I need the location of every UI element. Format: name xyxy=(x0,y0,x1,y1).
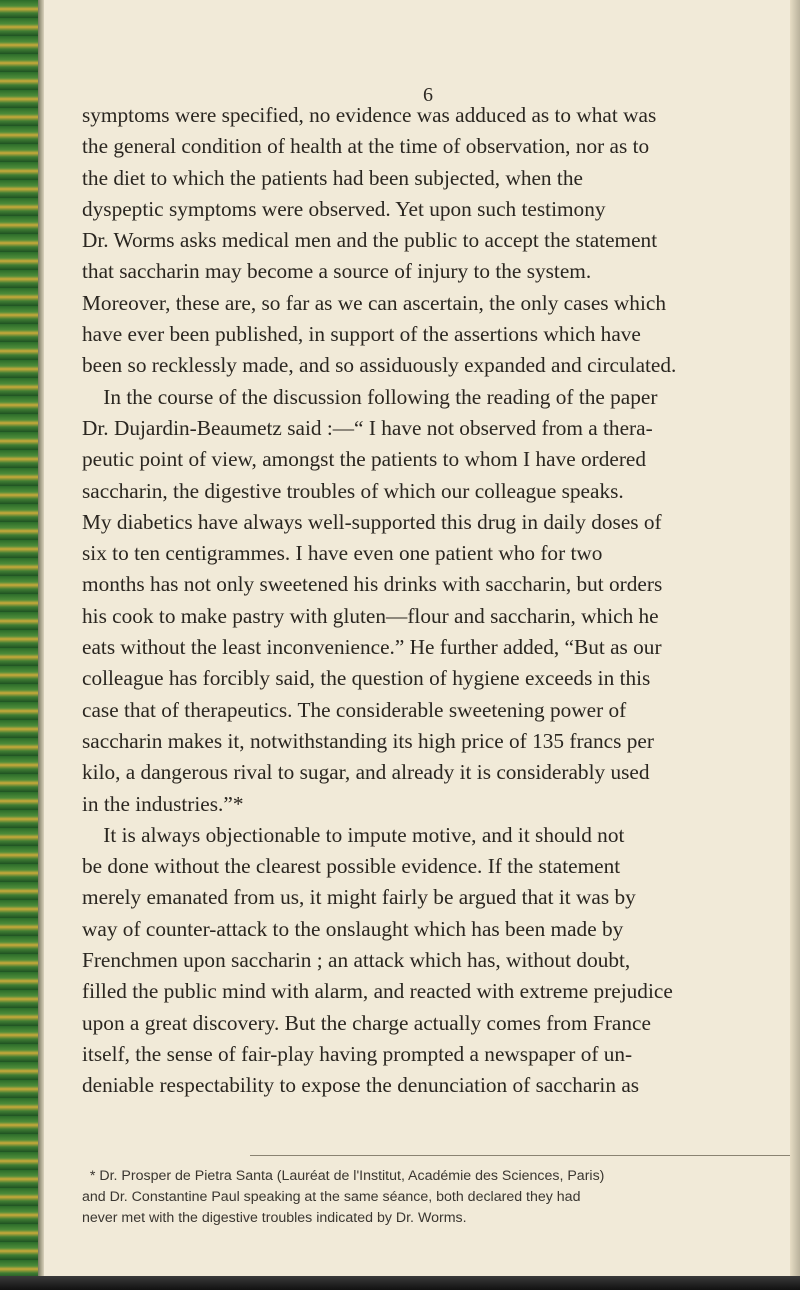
body-line: months has not only sweetened his drinks with saccharin, but orders xyxy=(82,572,663,597)
body-line: his cook to make pastry with gluten—flour and saccharin, which he xyxy=(82,603,659,628)
body-line: six to ten centigrammes. I have even one patient who for two xyxy=(82,541,603,566)
body-line: that saccharin may become a source of injury to the system. xyxy=(82,259,592,284)
body-line: eats without the least inconvenience.” He further added, “But as our xyxy=(82,635,662,660)
body-line: been so recklessly made, and so assiduously expanded and circulated. xyxy=(82,353,677,378)
body-line: symptoms were specified, no evidence was adduced as to what was xyxy=(82,103,657,127)
body-line: the diet to which the patients had been subjected, when the xyxy=(82,165,583,190)
page-number: 6 xyxy=(423,84,433,106)
body-line: My diabetics have always well-supported this drug in daily doses of xyxy=(82,509,662,534)
page-bottom-edge xyxy=(0,1276,800,1290)
body-line: upon a great discovery. But the charge actually comes from France xyxy=(82,1010,651,1035)
body-line: Dr. Dujardin-Beaumetz said :—“ I have not observed from a thera- xyxy=(82,415,653,440)
body-line: dyspeptic symptoms were observed. Yet upon such testimony xyxy=(82,196,606,221)
footnote-line: never met with the digestive troubles indicated by Dr. Worms. xyxy=(82,1210,467,1226)
body-line: Dr. Worms asks medical men and the public to accept the statement xyxy=(82,228,658,253)
body-line: filled the public mind with alarm, and reacted with extreme prejudice xyxy=(82,979,673,1004)
body-line: In the course of the discussion following the reading of the paper xyxy=(82,384,658,409)
body-line: have ever been published, in support of the assertions which have xyxy=(82,322,641,347)
body-line: kilo, a dangerous rival to sugar, and already it is considerably used xyxy=(82,760,650,785)
body-line: saccharin, the digestive troubles of which our colleague speaks. xyxy=(82,478,624,503)
body-line: Frenchmen upon saccharin ; an attack which has, without doubt, xyxy=(82,948,631,973)
footnote-line: * Dr. Prosper de Pietra Santa (Lauréat de l'Institut, Académie des Sciences, Paris) xyxy=(82,1168,605,1184)
body-line: peutic point of view, amongst the patients to whom I have ordered xyxy=(82,447,647,472)
footnote-line: and Dr. Constantine Paul speaking at the same séance, both declared they had xyxy=(82,1189,581,1205)
footnote-rule xyxy=(250,1155,790,1156)
body-line: deniable respectability to expose the denunciation of saccharin as xyxy=(82,1073,640,1098)
body-line: the general condition of health at the time of observation, nor as to xyxy=(82,134,650,159)
body-line: saccharin makes it, notwithstanding its high price of 135 francs per xyxy=(82,728,654,753)
body-line: merely emanated from us, it might fairly be argued that it was by xyxy=(82,885,636,910)
body-line: be done without the clearest possible evidence. If the statement xyxy=(82,854,621,879)
body-text xyxy=(82,100,797,1102)
body-line: Moreover, these are, so far as we can ascertain, the only cases which xyxy=(82,290,666,315)
body-line: itself, the sense of fair-play having prompted a newspaper of un- xyxy=(82,1041,633,1066)
binding-edge xyxy=(38,0,44,1290)
body-line: way of counter-attack to the onslaught which has been made by xyxy=(82,916,624,941)
body-line: colleague has forcibly said, the question of hygiene exceeds in this xyxy=(82,666,651,691)
body-line: It is always objectionable to impute motive, and it should not xyxy=(82,822,625,847)
body-line: case that of therapeutics. The considerable sweetening power of xyxy=(82,697,627,722)
footnote xyxy=(82,1166,797,1229)
book-binding xyxy=(0,0,38,1290)
body-line: in the industries.”* xyxy=(82,791,244,816)
